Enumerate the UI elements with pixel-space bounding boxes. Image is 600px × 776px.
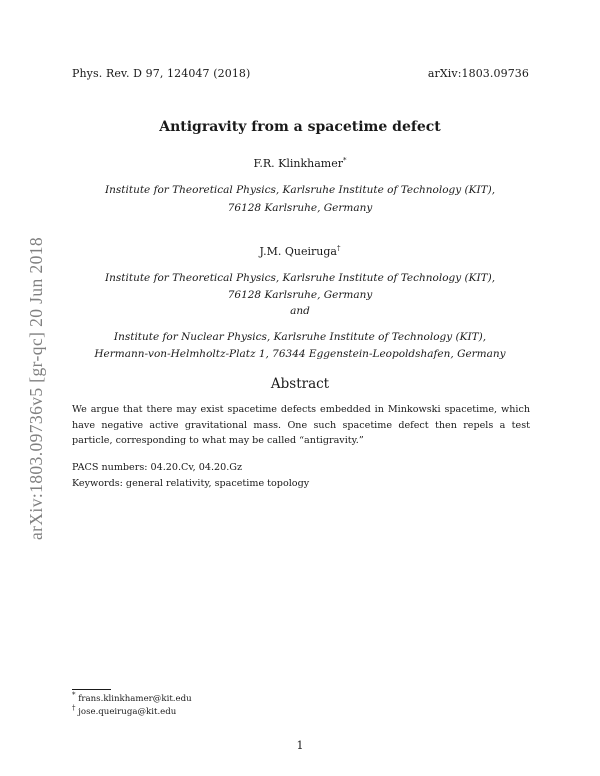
arxiv-stamp-text: arXiv:1803.09736v5 [gr-qc] 20 Jun 2018 xyxy=(26,236,46,540)
footnote-1-mark: * xyxy=(72,691,76,700)
footnote-rule xyxy=(72,689,111,690)
keywords: Keywords: general relativity, spacetime topology xyxy=(72,478,310,489)
author-1-affiliation-line-2: 76128 Karlsruhe, Germany xyxy=(227,202,373,214)
footnote-1-email: frans.klinkhamer@kit.edu xyxy=(78,694,192,704)
arxiv-sidebar-stamp xyxy=(10,196,46,540)
footnote-2 xyxy=(72,704,177,717)
journal-reference: Phys. Rev. D 97, 124047 (2018) xyxy=(72,67,251,80)
footnote-1 xyxy=(72,691,192,704)
author-1-name: F.R. Klinkhamer xyxy=(253,157,344,170)
author-1-mark: * xyxy=(343,156,347,165)
footnote-2-email: jose.queiruga@kit.edu xyxy=(78,707,177,717)
author-2-mark: † xyxy=(336,244,341,253)
author-1 xyxy=(60,157,540,170)
author-2-affiliation-line-2: 76128 Karlsruhe, Germany xyxy=(227,289,373,301)
footnote-2-mark: † xyxy=(72,704,76,713)
pacs-numbers: PACS numbers: 04.20.Cv, 04.20.Gz xyxy=(72,462,242,473)
arxiv-id: arXiv:1803.09736 xyxy=(427,67,529,80)
author-2-affiliation-line-1: Institute for Theoretical Physics, Karlsruhe Institute of Technology (KIT), xyxy=(104,272,496,284)
abstract-heading: Abstract xyxy=(270,376,330,392)
page-number: 1 xyxy=(296,739,304,752)
author-2-affiliation2-line-2: Hermann-von-Helmholtz-Platz 1, 76344 Eggenstein-Leopoldshafen, Germany xyxy=(94,348,506,360)
affiliation-and: and xyxy=(290,305,310,317)
author-2 xyxy=(60,245,540,258)
author-1-affiliation-line-1: Institute for Theoretical Physics, Karlsruhe Institute of Technology (KIT), xyxy=(104,184,496,196)
author-2-affiliation2-line-1: Institute for Nuclear Physics, Karlsruhe Institute of Technology (KIT), xyxy=(113,331,487,343)
paper-title: Antigravity from a spacetime defect xyxy=(159,119,441,135)
abstract-body: We argue that there may exist spacetime defects embedded in Minkowski spacetime, which have negative active gravitational mass. One such spacetime defect then repels a test particle, corresponding to what may be called “antigravity.” xyxy=(72,404,530,446)
author-2-name: J.M. Queiruga xyxy=(259,245,337,258)
